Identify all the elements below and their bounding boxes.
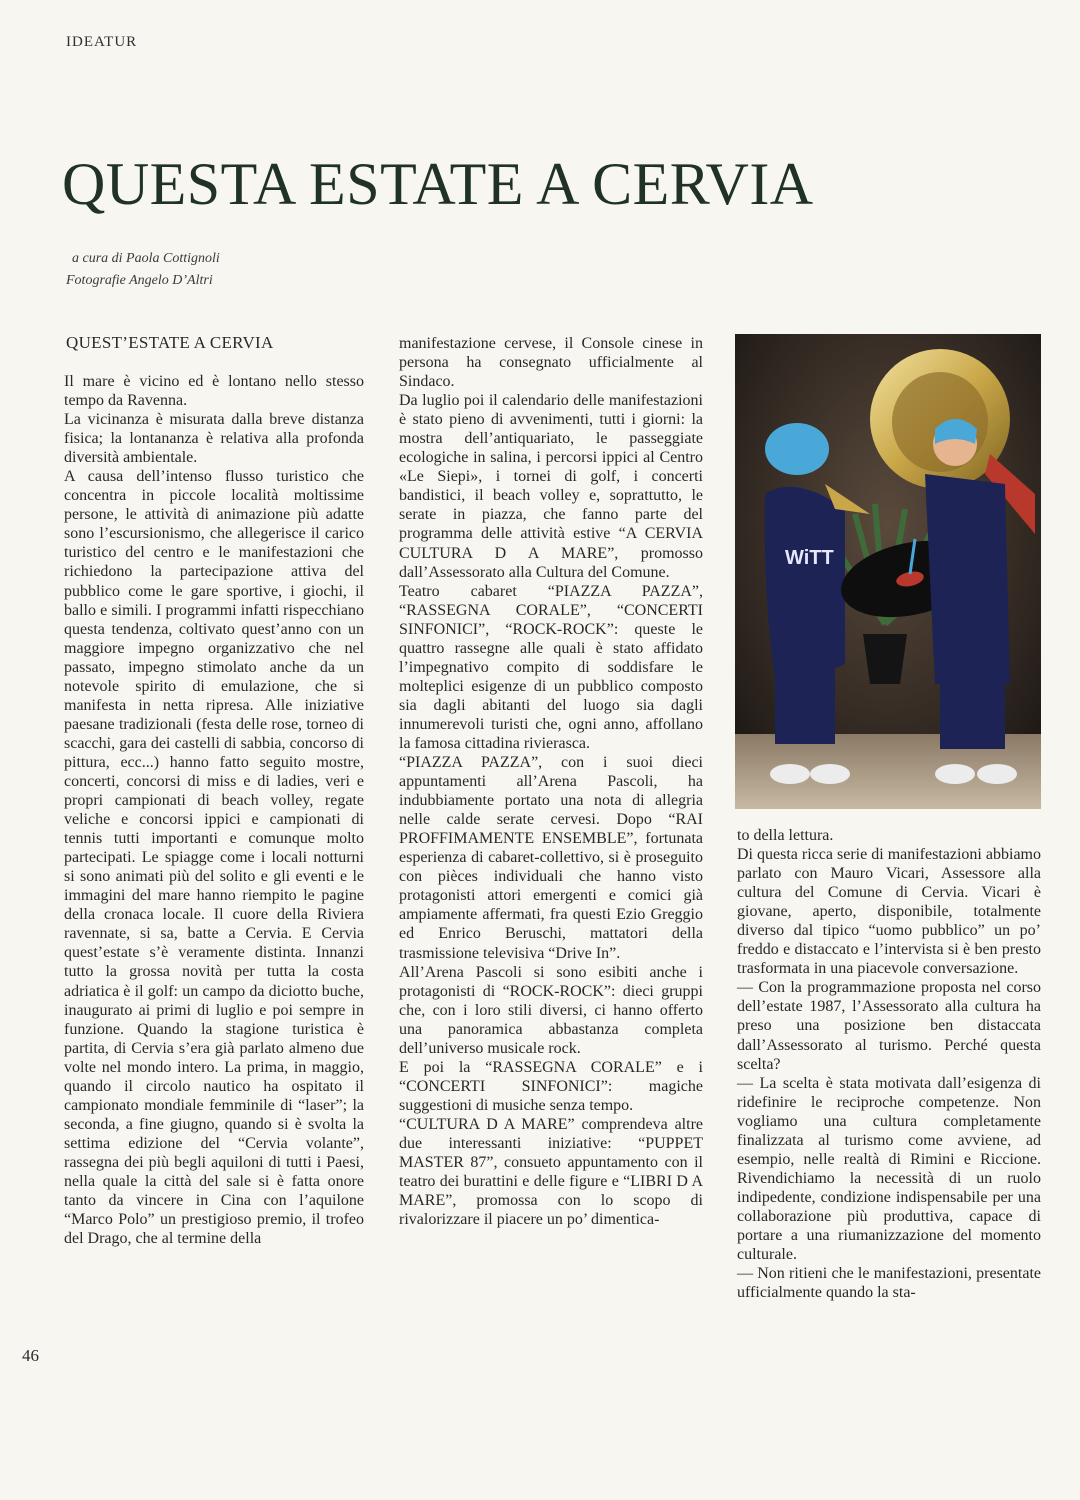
shirt-lettering: WiTT xyxy=(785,547,834,569)
article-credits xyxy=(66,248,220,292)
paragraph: manifestazione cervese, il Console cinese in persona ha consegnato ufficialmente al Sindaco. xyxy=(399,335,703,391)
article-column-2 xyxy=(399,334,703,1229)
photo-illustration xyxy=(735,334,1041,809)
paragraph: — La scelta è stata motivata dall’esigenza di ridefinire le reciproche competenze. Non vogliamo una cultura completamente finalizzata al turismo come avviene, ad esempio, nelle realtà di Rimini e Riccione. Rivendichiamo la necessità di un ruolo indipedente, condizione indispensabile per una collaborazione più produttiva, capace di portare a una riumanizzazione del momento culturale. xyxy=(737,1074,1041,1264)
paragraph: Da luglio poi il calendario delle manifestazioni è stato pieno di avvenimenti, tutti i giorni: la mostra dell’antiquariato, le passeggiate ecologiche in salina, i percorsi ippici al Centro «Le Siepi», i tornei di golf, i concerti bandistici, il beach volley e, soprattutto, le serate in piazza, che fanno parte del programma delle attività estive “A CERVIA CULTURA D A MARE”, promosso dall’Assessorato alla Cultura del Comune. xyxy=(399,392,703,581)
paragraph: Di questa ricca serie di manifestazioni abbiamo parlato con Mauro Vicari, Assessore alla cultura del Comune di Cervia. Vicari è giovane, aperto, disponibile, totalmente diverso dal tipico “uomo pubblico” un po’ freddo e distaccato e l’intervista si è ben presto trasformata in una piacevole conversazione. xyxy=(737,846,1041,978)
stage-performers-photo xyxy=(735,334,1041,809)
paragraph: to della lettura. xyxy=(737,827,834,844)
paragraph: A causa dell’intenso flusso turistico che concentra in piccole località moltissime persone, le attività di animazione più adatte sono l’escursionismo, che allegerisce il carico turistico del centro e le manifestazioni che richiedono la partecipazione attiva del pubblico come le gare sportive, i giochi, il ballo e simili. I programmi infatti rispecchiano questa tendenza, coltivato quest’anno con un maggiore impegno organizzativo che nel passato, impegno stimolato anche da un notevole spirito di emulazione, che si manifesta in netta ripresa. Alle iniziative paesane tradizionali (festa delle rose, torneo di scacchi, gara dei castelli di sabbia, concorso di pittura, ecc...) hanno fatto seguito mostre, concerti, concorsi di miss e di ladies, veri e propri campionati di beach volley, regate veliche e concorsi ippici e campionati di tennis tutti importanti e comunque molto partecipati. Le spiagge come i locali notturni si sono animati più del solito e gli eventi e le immagini del mare hanno riempito le pagine della cronaca locale. Il cuore della Riviera ravennate, si sa, batte a Cervia. E Cervia quest’estate s’è veramente distinta. Innanzi tutto la grossa novità per tutta la costa adriatica è il golf: un campo da diciotto buche, inaugurato ai primi di luglio e poi sempre in funzione. Quando la stagione turistica è partita, di Cervia s’era già parlato almeno due volte nel mondo intero. La prima, in maggio, quando il circolo nautico ha ospitato il campionato mondiale femminile di “laser”; la seconda, a fine giugno, quando si è svolta la settima edizione del “Cervia volante”, rassegna dei più begli aquiloni di tutti i Paesi, nella quale la città del sale si è fatta onore tanto da vincere in Cina con l’aquilone “Marco Polo” un prestigioso premio, il trofeo del Drago, che al termine della xyxy=(64,468,364,1248)
paragraph: — Non ritieni che le manifestazioni, presentate ufficialmente quando la sta- xyxy=(737,1265,1041,1302)
paragraph: Il mare è vicino ed è lontano nello stesso tempo da Ravenna. xyxy=(64,373,364,410)
photo-credit: Fotografie Angelo D’Altri xyxy=(66,273,213,288)
paragraph: La vicinanza è misurata dalla breve distanza fisica; la lontananza è relativa alla profonda diversità ambientale. xyxy=(64,411,364,467)
section-heading: QUEST’ESTATE A CERVIA xyxy=(66,333,274,352)
page-title: QUESTA ESTATE A CERVIA xyxy=(62,151,814,217)
paragraph: All’Arena Pascoli si sono esibiti anche i protagonisti di “ROCK-ROCK”: dieci gruppi che, con i loro stili diversi, ci hanno offerto una panoramica abbastanza completa dell’universo musicale rock. xyxy=(399,963,703,1057)
article-column-1 xyxy=(64,372,364,1248)
paragraph: E poi la “RASSEGNA CORALE” e i “CONCERTI SINFONICI”: magiche suggestioni di musiche senza tempo. xyxy=(399,1058,703,1114)
paragraph: “PIAZZA PAZZA”, con i suoi dieci appuntamenti all’Arena Pascoli, ha indubbiamente portato una nota di allegria nelle calde serate cervesi. Dopo “RAI PROFFIMAMENTE ENSEMBLE”, fortunata esperienza di cabaret-collettivo, si è proseguito con pièces individuali che hanno visto protagonisti attori emergenti e comici già ampiamente affermati, fra questi Ezio Greggio ed Enrico Beruschi, mattatori della trasmissione televisiva “Drive In”. xyxy=(399,754,703,962)
masthead: IDEATUR xyxy=(66,34,138,50)
paragraph: “CULTURA D A MARE” comprendeva altre due interessanti iniziative: “PUPPET MASTER 87”, consueto appuntamento con il teatro dei burattini e delle figure e “LIBRI D A MARE”, promossa con lo scopo di rivalorizzare il piacere un po’ dimentica- xyxy=(399,1115,703,1229)
page-number: 46 xyxy=(22,1346,39,1365)
curator-credit: a cura di Paola Cottignoli xyxy=(72,251,220,266)
paragraph: — Con la programmazione proposta nel corso dell’estate 1987, l’Assessorato alla cultura ha preso una posizione ben distaccata dall’Assessorato al turismo. Perché questa scelta? xyxy=(737,979,1041,1073)
paragraph: Teatro cabaret “PIAZZA PAZZA”, “RASSEGNA CORALE”, “CONCERTI SINFONICI”, “ROCK-ROCK”: queste le quattro rassegne alle quali è stato affidato l’impegnativo compito di soddisfare le molteplici esigenze di un pubblico composto sia dagli abitanti del luogo sia dagli innumerevoli turisti che, ogni anno, affollano la famosa cittadina rivierasca. xyxy=(399,582,703,752)
article-column-3 xyxy=(737,826,1041,1302)
